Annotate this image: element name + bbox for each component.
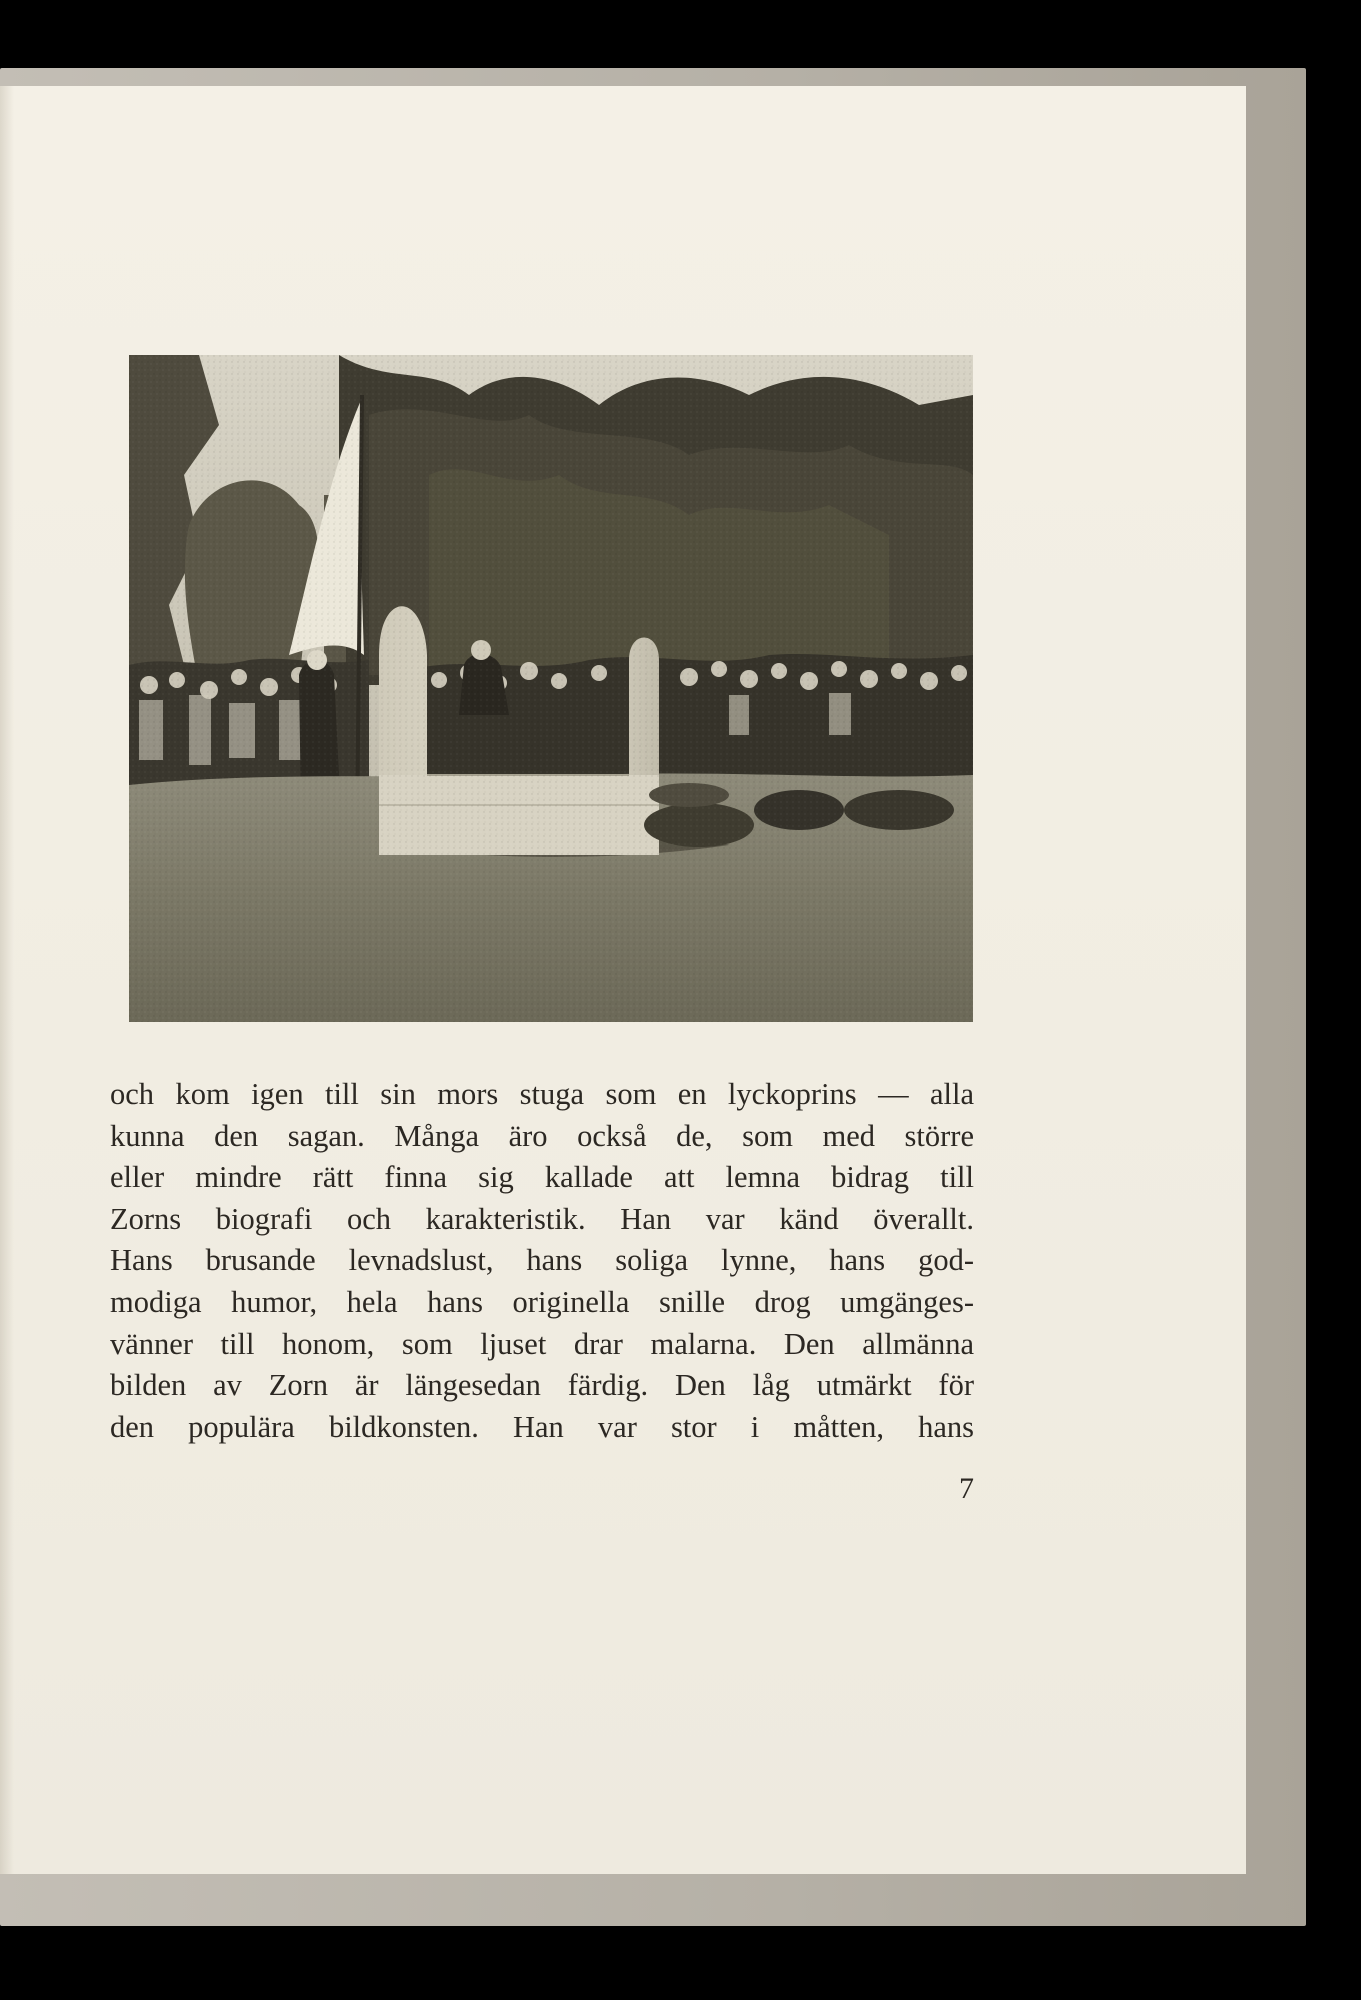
text-line: Zorns biografi och karakteristik. Han var känd överallt.	[110, 1201, 974, 1236]
page-number: 7	[959, 1472, 974, 1505]
text-line: och kom igen till sin mors stuga som en lyckoprins — alla	[110, 1077, 974, 1111]
book-page	[0, 86, 1246, 1874]
body-text	[110, 1074, 974, 1448]
text-line: kunna den sagan. Många äro också de, som med större	[110, 1118, 974, 1153]
text-line: eller mindre rätt finna sig kallade att lemna bidrag till	[110, 1160, 974, 1195]
text-line: den populära bildkonsten. Han var stor i måtten, hans	[110, 1409, 974, 1444]
text-line: bilden av Zorn är längesedan färdig. Den låg utmärkt för	[110, 1368, 974, 1403]
photograph	[129, 355, 973, 1022]
text-line: modiga humor, hela hans originella snille drog umgänges-	[110, 1284, 974, 1319]
gutter-shadow	[0, 86, 14, 1874]
photograph-illustration	[129, 355, 973, 1022]
text-line: Hans brusande levnadslust, hans soliga lynne, hans god-	[110, 1243, 974, 1278]
text-line: vänner till honom, som ljuset drar malarna. Den allmänna	[110, 1326, 974, 1361]
